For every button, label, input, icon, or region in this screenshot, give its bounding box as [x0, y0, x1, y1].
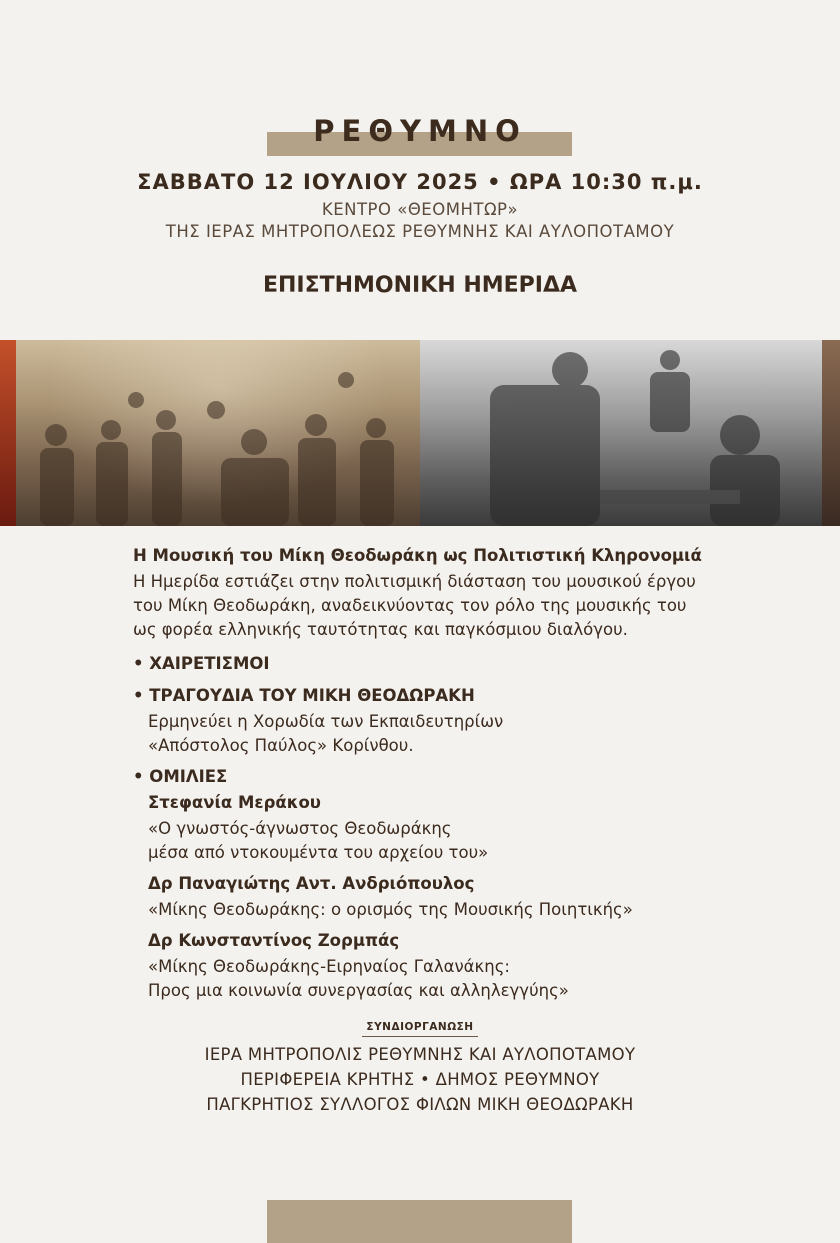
meeting-photo	[420, 340, 822, 526]
talk-title-line: μέσα από ντοκουμέντα του αρχείου του»	[148, 843, 489, 862]
event-type-heading: ΕΠΙΣΤΗΜΟΝΙΚΗ ΗΜΕΡΙΔΑ	[262, 273, 578, 298]
coorganizers-label: ΣΥΝΔΙΟΡΓΑΝΩΣΗ	[366, 1021, 474, 1033]
speaker-name: Στεφανία Μεράκου	[148, 793, 321, 812]
meeting-photo-figures	[420, 340, 822, 526]
venue-line-1: ΚΕΝΤΡΟ «ΘΕΟΜΗΤΩΡ»	[321, 200, 519, 219]
photo-edge-right	[822, 340, 840, 526]
intro-line: ως φορέα ελληνικής ταυτότητας και παγκόσμιου διαλόγου.	[133, 620, 628, 639]
footer-bar	[267, 1200, 572, 1243]
coorganizers-divider	[362, 1036, 478, 1037]
talk-title-line: «Μίκης Θεοδωράκης-Ειρηναίος Γαλανάκης:	[148, 957, 510, 976]
intro-line: Η Ημερίδα εστιάζει στην πολιτισμική διάσταση του μουσικού έργου	[133, 572, 696, 591]
coorganizer-line: ΙΕΡΑ ΜΗΤΡΟΠΟΛΙΣ ΡΕΘΥΜΝΗΣ ΚΑΙ ΑΥΛΟΠΟΤΑΜΟΥ	[204, 1045, 636, 1064]
coorganizer-line: ΠΑΓΚΡΗΤΙΟΣ ΣΥΛΛΟΓΟΣ ΦΙΛΩΝ ΜΙΚΗ ΘΕΟΔΩΡΑΚΗ	[206, 1095, 634, 1114]
intro-title: Η Μουσική του Μίκη Θεοδωράκη ως Πολιτιστική Κληρονομιά	[133, 546, 702, 565]
photo-edge-left	[0, 340, 16, 526]
group-photo	[16, 340, 420, 526]
coorganizer-line: ΠΕΡΙΦΕΡΕΙΑ ΚΡΗΤΗΣ • ΔΗΜΟΣ ΡΕΘΥΜΝΟΥ	[240, 1070, 600, 1089]
talk-title-line: Προς μια κοινωνία συνεργασίας και αλληλεγγύης»	[148, 981, 569, 1000]
speaker-name: Δρ Κωνσταντίνος Ζορμπάς	[148, 931, 400, 950]
program-songs: • ΤΡΑΓΟΥΔΙΑ ΤΟΥ ΜΙΚΗ ΘΕΟΔΩΡΑΚΗ	[133, 686, 475, 705]
city-title: ΡΕΘΥΜΝΟ	[313, 114, 527, 148]
event-dateline: ΣΑΒΒΑΤΟ 12 ΙΟΥΛΙΟΥ 2025 • ΩΡΑ 10:30 π.μ.	[137, 170, 703, 194]
talk-title-line: «Μίκης Θεοδωράκης: ο ορισμός της Μουσικής Ποιητικής»	[148, 900, 633, 919]
group-photo-figures	[16, 340, 420, 526]
intro-paragraph	[133, 570, 733, 642]
venue-line-2: ΤΗΣ ΙΕΡΑΣ ΜΗΤΡΟΠΟΛΕΩΣ ΡΕΘΥΜΝΗΣ ΚΑΙ ΑΥΛΟΠΟΤΑΜΟΥ	[165, 222, 675, 241]
photo-strip	[0, 340, 840, 526]
program-talks: • ΟΜΙΛΙΕΣ	[133, 767, 228, 786]
talk-title-line: «Ο γνωστός-άγνωστος Θεοδωράκης	[148, 819, 452, 838]
program-greetings: • ΧΑΙΡΕΤΙΣΜΟΙ	[133, 654, 270, 673]
intro-line: του Μίκη Θεοδωράκη, αναδεικνύοντας τον ρόλο της μουσικής του	[133, 596, 687, 615]
speaker-name: Δρ Παναγιώτης Αντ. Ανδριόπουλος	[148, 874, 475, 893]
songs-line: «Απόστολος Παύλος» Κορίνθου.	[148, 736, 414, 755]
songs-line: Ερμηνεύει η Χορωδία των Εκπαιδευτηρίων	[148, 712, 504, 731]
